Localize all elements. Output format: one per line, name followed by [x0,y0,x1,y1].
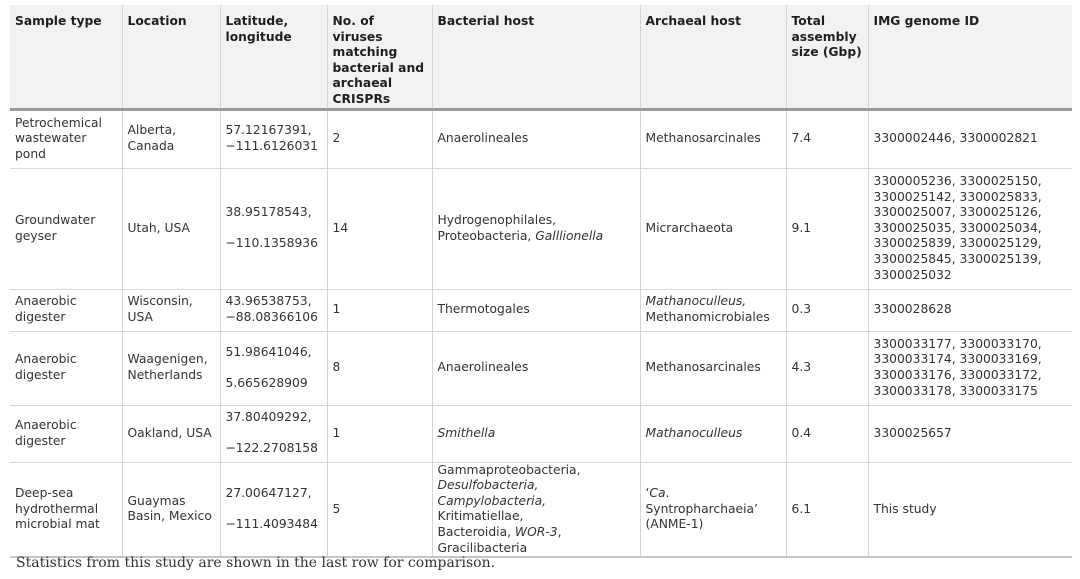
cell-virus-count: 1 [327,405,432,462]
cell-assembly-size: 9.1 [786,168,868,289]
cell-img-genome-id: This study [873,501,937,516]
cell-lat-long [220,109,327,168]
bacterial-host-italic: Campylobacteria, [437,493,547,508]
table-row [10,109,1072,168]
archaeal-host-text: ‘ [645,485,650,500]
cell-location: Waagenigen, Netherlands [122,331,220,405]
longitude: 5.665628909 [225,375,308,390]
bacterial-host-italic: Smithella [437,425,496,440]
cell-virus-count: 14 [327,168,432,289]
col-header-bacterial-host: Bacterial host [432,5,640,109]
longitude: −88.08366106 [225,310,318,325]
col-header-lat-long: Latitude, longitude [220,5,327,109]
cell-bacterial-host: Anaerolineales [432,331,640,405]
latitude: 38.95178543, [225,205,312,220]
cell-bacterial-host [432,168,640,289]
cell-assembly-size: 0.3 [786,289,868,331]
archaeal-host-text: Methanomicrobiales [645,310,770,325]
cell-sample-type: Petrochemical wastewater pond [10,109,122,168]
table-caption: Statistics from this study are shown in the last row for comparison. [16,555,496,571]
cell-bacterial-host: Anaerolineales [432,109,640,168]
cell-lat-long [220,289,327,331]
bacterial-host-text: , [557,524,562,539]
col-header-img-genome-id: IMG genome ID [868,5,1072,109]
archaeal-host-italic: Ca [649,485,666,500]
table-body [10,109,1072,557]
table-row [10,405,1072,462]
data-table [10,5,1072,558]
cell-img-genome-id: 3300025657 [873,425,952,440]
cell-assembly-size: 4.3 [786,331,868,405]
archaeal-host-text: . Syntropharchaeia’ [645,485,758,516]
cell-img-genome-id: 3300028628 [873,302,952,317]
bacterial-host-text: Hydrogenophilales, [437,212,557,227]
archaeal-host-italic: Mathanoculleus [645,425,743,440]
cell-sample-type: Anaerobic digester [10,289,122,331]
latitude: 27.00647127, [225,486,312,501]
cell-assembly-size: 6.1 [786,462,868,557]
cell-bacterial-host [432,462,640,557]
col-header-archaeal-host: Archaeal host [640,5,786,109]
latitude: 57.12167391, [225,123,312,138]
cell-sample-type: Deep-sea hydrothermal microbial mat [10,462,122,557]
cell-img-genome-id: 3300033177, 3300033170, 3300033174, 3300033169, 3300033176, 3300033172, 3300033178, 3300033175 [873,336,1042,398]
longitude: −122.2708158 [225,441,318,456]
cell-img-genome-id: 3300005236, 3300025150, 3300025142, 3300025833, 3300025007, 3300025126, 3300025035, 3300025034, 3300025839, 3300025129, 3300025845, 3300025139, 3300025032 [873,173,1042,282]
cell-sample-type: Groundwater geyser [10,168,122,289]
cell-virus-count: 1 [327,289,432,331]
cell-archaeal-host: Methanosarcinales [640,109,786,168]
table-row [10,331,1072,405]
cell-lat-long [220,331,327,405]
cell-archaeal-host [640,405,786,462]
cell-assembly-size: 7.4 [786,109,868,168]
bacterial-host-italic: Desulfobacteria, [437,478,539,493]
table-row [10,168,1072,289]
col-header-location: Location [122,5,220,109]
longitude: −111.4093484 [225,516,318,531]
cell-location: Utah, USA [122,168,220,289]
cell-lat-long [220,168,327,289]
latitude: 37.80409292, [225,410,312,425]
cell-lat-long [220,462,327,557]
data-table-container [10,5,1072,558]
cell-archaeal-host [640,462,786,557]
table-row [10,462,1072,557]
bacterial-host-text: Gracilibacteria [437,540,528,555]
cell-bacterial-host: Thermotogales [432,289,640,331]
latitude: 43.96538753, [225,294,312,309]
col-header-virus-count: No. of viruses matching bacterial and archaeal CRISPRs [327,5,432,109]
cell-location: Oakland, USA [122,405,220,462]
bacterial-host-text: Bacteroidia, [437,524,515,539]
cell-lat-long [220,405,327,462]
table-row [10,289,1072,331]
longitude: −110.1358936 [225,236,318,251]
bacterial-host-italic: WOR-3 [514,524,558,539]
bacterial-host-text: Kritimatiellae, [437,509,524,524]
cell-archaeal-host [640,289,786,331]
bacterial-host-italic: Galllionella [535,228,604,243]
cell-sample-type: Anaerobic digester [10,405,122,462]
cell-archaeal-host: Micrarchaeota [640,168,786,289]
col-header-sample-type: Sample type [10,5,122,109]
cell-img-genome-id: 3300002446, 3300002821 [873,131,1038,146]
archaeal-host-text: (ANME-1) [645,517,704,532]
cell-bacterial-host [432,405,640,462]
cell-virus-count: 5 [327,462,432,557]
cell-sample-type: Anaerobic digester [10,331,122,405]
longitude: −111.6126031 [225,139,318,154]
cell-location: Guaymas Basin, Mexico [122,462,220,557]
cell-location: Alberta, Canada [122,109,220,168]
table-header [10,5,1072,109]
cell-virus-count: 2 [327,109,432,168]
col-header-assembly-size: Total assembly size (Gbp) [786,5,868,109]
latitude: 51.98641046, [225,344,312,359]
bacterial-host-text: Gammaproteobacteria, [437,462,581,477]
cell-virus-count: 8 [327,331,432,405]
cell-archaeal-host: Methanosarcinales [640,331,786,405]
cell-assembly-size: 0.4 [786,405,868,462]
bacterial-host-text: Proteobacteria, [437,228,536,243]
archaeal-host-italic: Mathanoculleus, [645,294,747,309]
header-row [10,5,1072,109]
cell-location: Wisconsin, USA [122,289,220,331]
